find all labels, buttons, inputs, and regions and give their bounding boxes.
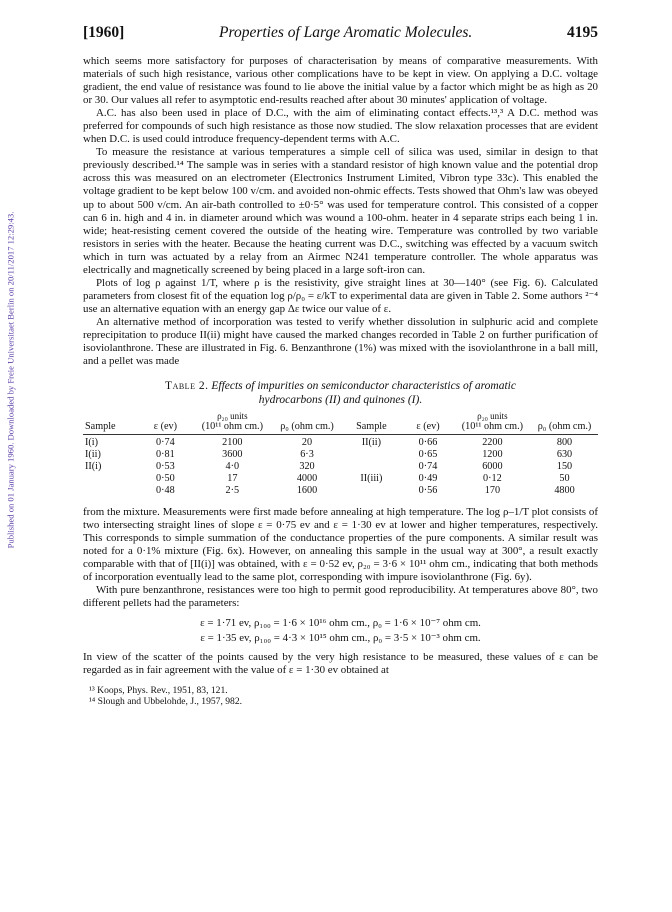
- table-row: I(ii) 0·81 3600 6·3 0·65 1200 630: [85, 449, 573, 461]
- col-header-rho20: ρ₂₀ units (10¹¹ ohm cm.): [454, 411, 531, 435]
- paragraph: from the mixture. Measurements were first made before annealing at high temperature. The log ρ–1/T plot consists of two intersecting straight lines of slope ε = 0·75 ev and ε = 1·30 ev at lower and higher temperatures, respectively. This corresponds to simple summation of the conductance properties of the pure components. A similar result was noted for a 0·1% mixture (Fig. 6x). However, on annealing this sample in the usual way at 300°, a result exactly comparable with that of [II(i)] was obtained, with ε = 0·52 ev, ρ₂₀ = 3·6 × 10¹¹ ohm cm., indicating that both methods of incorporation eventually lead to the same plot, corresponding with impure isoviolanthrone (Fig. 6y).: [83, 506, 598, 584]
- col-header-rho20: ρ₂₀ units (10¹¹ ohm cm.): [191, 411, 273, 435]
- footnote: ¹⁴ Slough and Ubbelohde, J., 1957, 982.: [89, 696, 243, 708]
- table-row: I(i) 0·74 2100 20 II(ii) 0·66 2200 800: [85, 437, 573, 449]
- table-row: 0·48 2·5 1600 0·56 170 4800: [156, 485, 575, 497]
- col-header-rho0: ρ₀ (ohm cm.): [531, 411, 598, 435]
- paragraph: A.C. has also been used in place of D.C., with the aim of eliminating contact effects.¹³,³ A D.C. method was preferred for compounds of such high resistance as those now studied. The slow relaxation processes that are evident when D.C. is used could introduce frequency-dependent terms with A.C.: [83, 107, 598, 146]
- col-header-eps: ε (ev): [140, 411, 192, 435]
- body-text-bottom: [83, 506, 598, 610]
- equation: ε = 1·35 ev, ρ₁₀₀ = 4·3 × 10¹⁵ ohm cm., ρ₀ = 3·5 × 10⁻³ ohm cm.: [200, 631, 481, 644]
- col-header-sample: Sample: [340, 411, 402, 435]
- paragraph: Plots of log ρ against 1/T, where ρ is the resistivity, give straight lines at 30—140° (see Fig. 6). Calculated parameters from closest fit of the equation log ρ/ρ₀ = ε/kT to experimental data are given in Table 2. Some authors ²⁻⁴ use an alternative equation with an energy gap Δε twice our value of ε.: [83, 276, 598, 315]
- paragraph: To measure the resistance at various temperatures a simple cell of silica was used, similar in design to that previously described.¹⁴ The sample was in series with a standard resistor of high known value and the potential drop across this was measured on an electrometer (Electronics Instrument Limited, Vibron type 33c). This enabled the voltage gradient to be kept below 100 v/cm. and avoided non-ohmic effects. Tests showed that Ohm's law was obeyed up to about 500 v/cm. An air-bath controlled to ±0·5° was used for temperature control. This consisted of a copper can 6 in. high and 4 in. in diameter around which was wound a 100-ohm. heater in 4 separate strips each being 1 in. wide; heat-resisting cement covered the outside of the heating wire. Temperature was controlled by two variable resistors in series with the heater. Because the heating current was D.C., switching was effected by a vacuum switch which in turn was actuated by a relay from an Airmec N241 temperature controller. The whole apparatus was electrically and magnetically screened by being placed in a large soft-iron can.: [83, 146, 598, 276]
- download-watermark-text: Published on 01 January 1960. Downloaded by Freie Universitaet Berlin on 20/11/2017 12:29:43.: [5, 211, 15, 549]
- header-title: Properties of Large Aromatic Molecules.: [219, 24, 473, 41]
- paragraph: which seems more satisfactory for purposes of characterisation by means of comparative measurements. With materials of such high resistance, various other complications have to be kept in view. On applying a D.C. voltage gradient, the end value of resistance was found to lie above the initial value by a factor which might be as high as 20 or 30. Our values all refer to asymptotic end-results reached after about 30 minutes' application of voltage.: [83, 55, 598, 107]
- table-2: [83, 411, 598, 497]
- header-page-number: 4195: [566, 24, 598, 41]
- table-caption: [83, 379, 598, 407]
- paragraph: In view of the scatter of the points caused by the very high resistance to be measured, these values of ε can be regarded as in fair agreement with the value of ε = 1·30 ev obtained at: [83, 650, 598, 676]
- paragraph: An alternative method of incorporation was tested to verify whether dissolution in sulphuric acid and complete reprecipitation to produce II(ii) might have caused the marked changes recorded in Table 2 on further purification of isoviolanthrone. These are illustrated in Fig. 6. Benzanthrone (1%) was mixed with the isoviolanthrone in a ball mill, and a pellet was made: [83, 315, 598, 368]
- paragraph: With pure benzanthrone, resistances were too high to permit good reproducibility. At temperatures above 80°, two different pellets had the parameters:: [83, 584, 598, 610]
- table-row: 0·50 17 4000 II(iii) 0·49 0·12 50: [156, 473, 570, 485]
- body-text-top: [83, 55, 598, 368]
- journal-page: [83, 24, 598, 708]
- body-text-final: [83, 651, 598, 677]
- download-watermark: [2, 140, 18, 620]
- running-header: [83, 24, 598, 48]
- footnote: ¹³ Koops, Phys. Rev., 1951, 83, 121.: [89, 684, 228, 696]
- footnotes: [83, 685, 598, 708]
- header-year: [1960]: [83, 24, 125, 41]
- table-caption-line2: hydrocarbons (II) and quinones (I).: [258, 394, 423, 407]
- equation-block: [83, 616, 598, 646]
- table-row: II(i) 0·53 4·0 320 0·74 6000 150: [85, 461, 573, 473]
- equation: ε = 1·71 ev, ρ₁₀₀ = 1·6 × 10¹⁶ ohm cm., ρ₀ = 1·6 × 10⁻⁷ ohm cm.: [200, 616, 481, 629]
- col-header-rho0: ρ₀ (ohm cm.): [274, 411, 341, 435]
- col-header-eps: ε (ev): [402, 411, 454, 435]
- table-caption-line1: Effects of impurities on semiconductor characteristics of aromatic: [211, 380, 516, 393]
- col-header-sample: Sample: [83, 411, 140, 435]
- table-label: Table 2.: [165, 380, 209, 393]
